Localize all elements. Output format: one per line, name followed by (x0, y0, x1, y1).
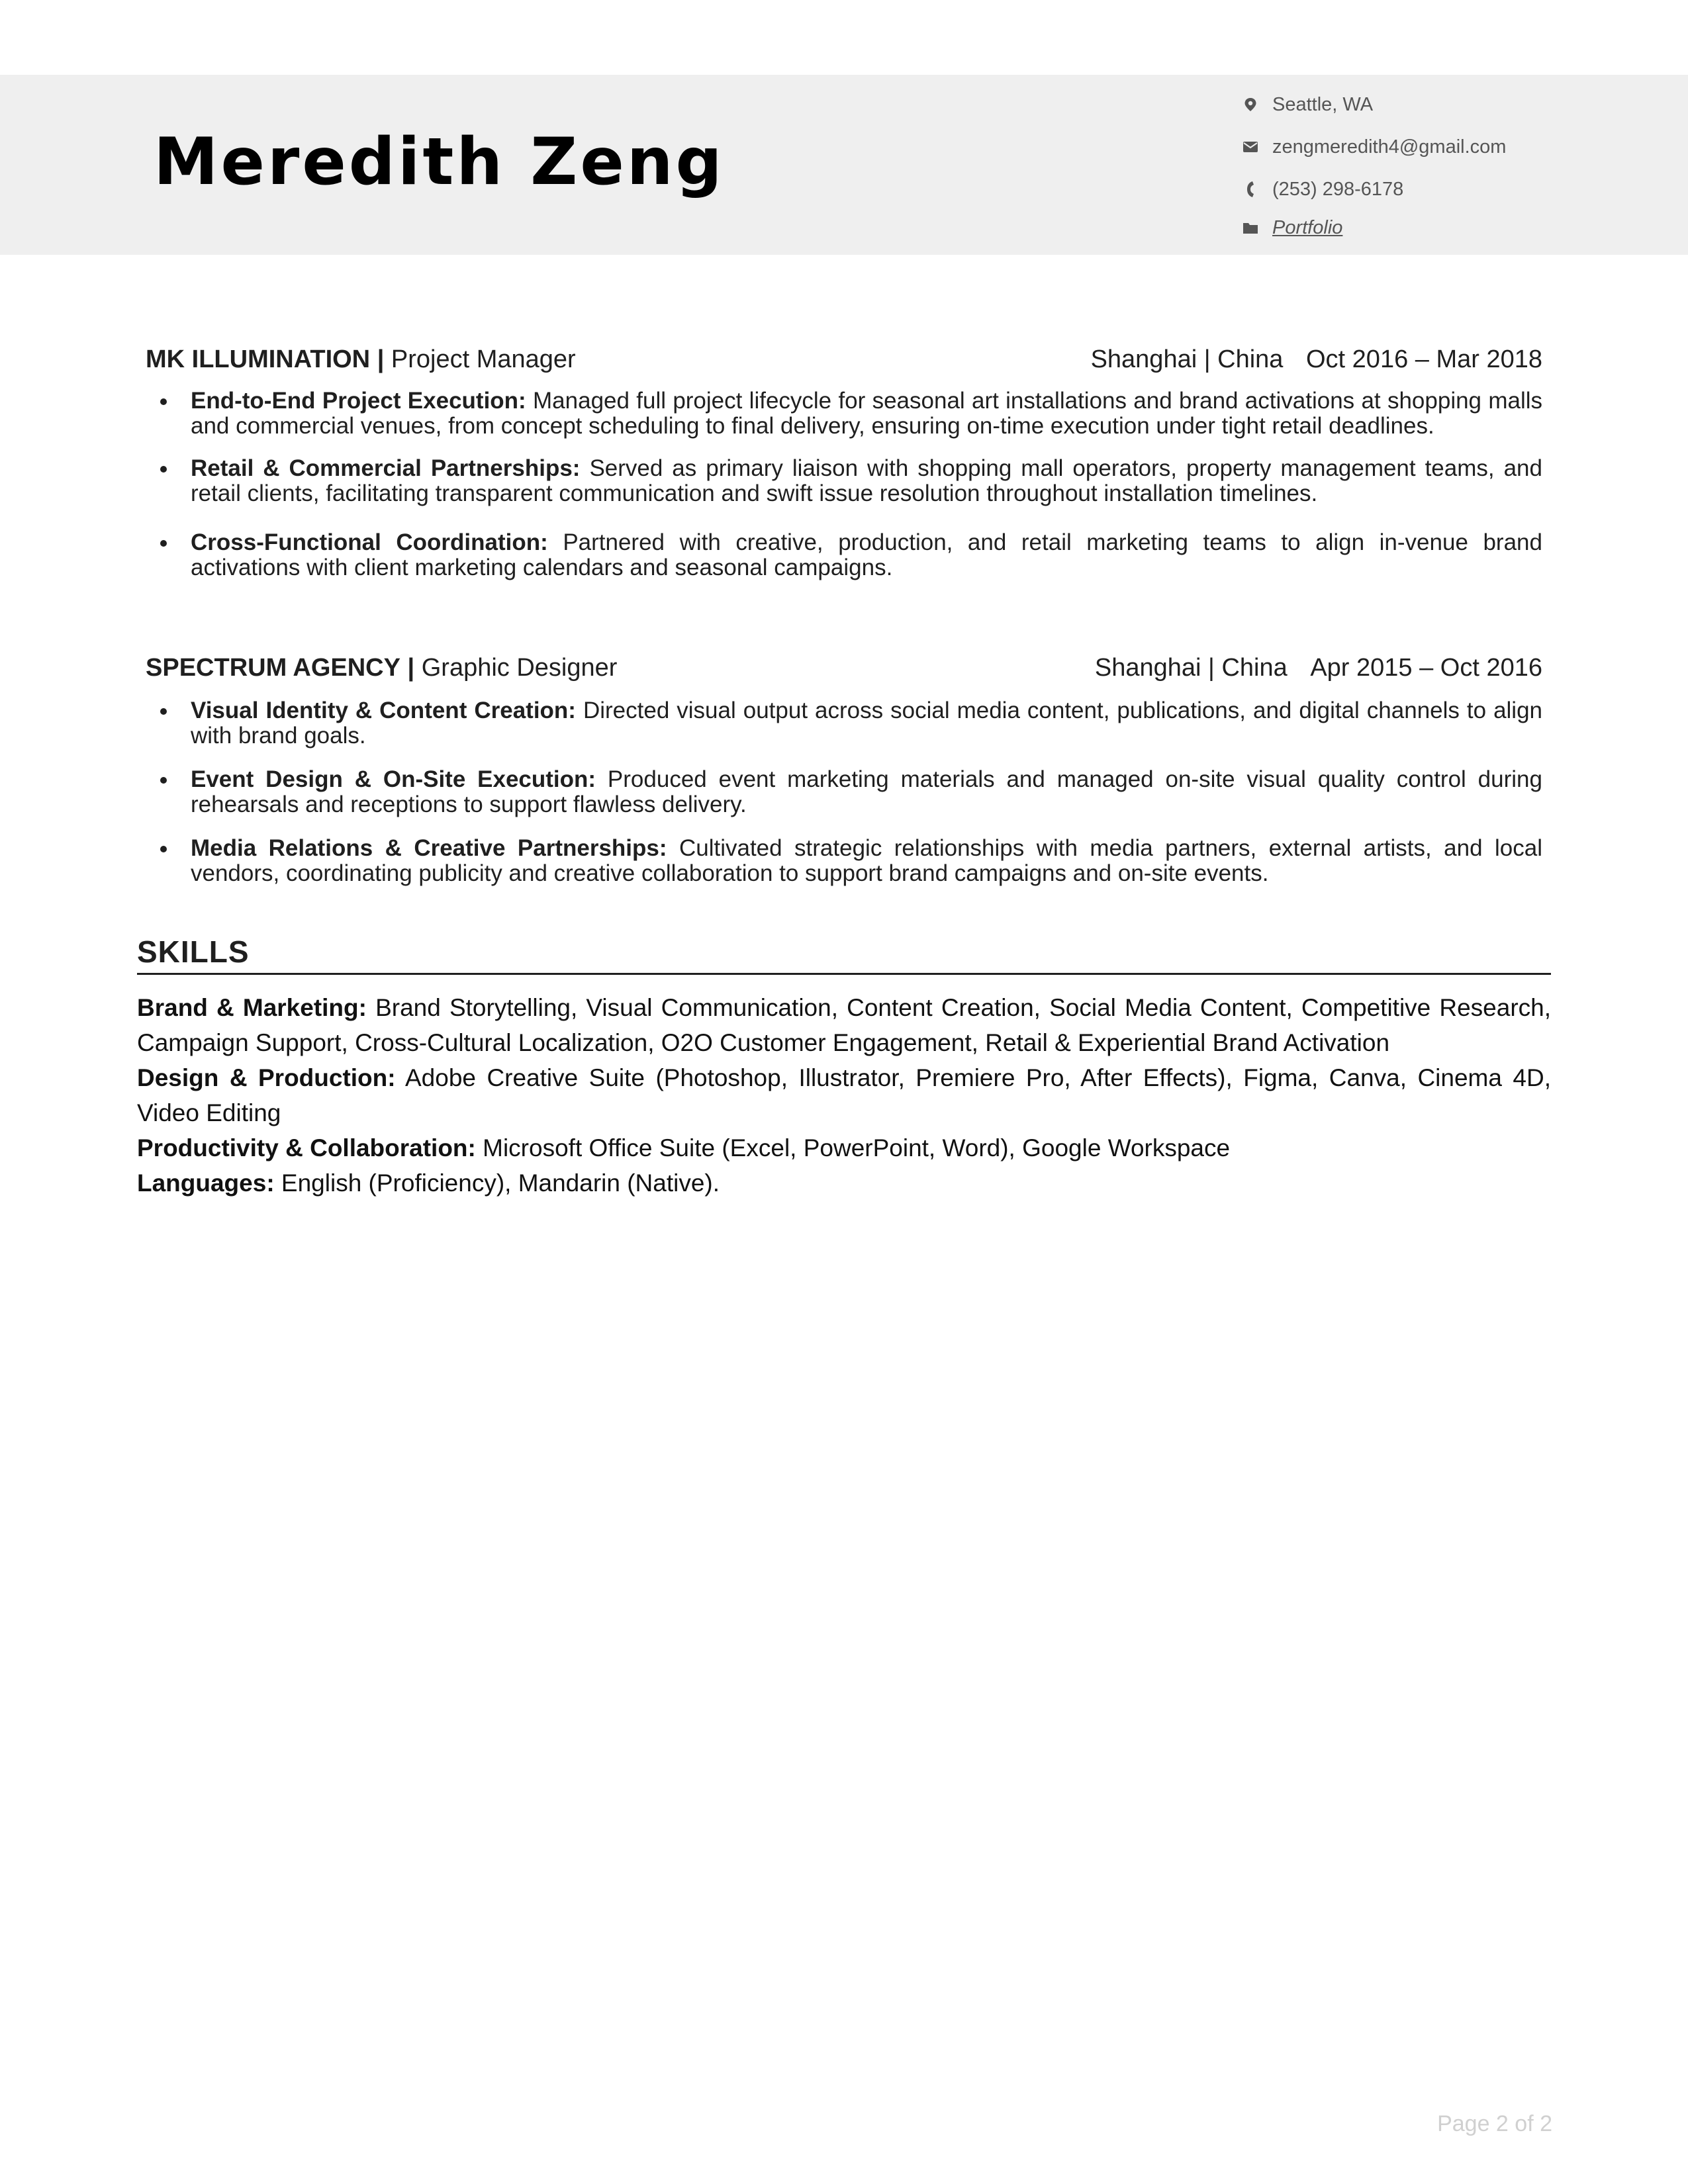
portfolio-link[interactable]: Portfolio (1272, 216, 1343, 238)
bullet-item (146, 530, 1542, 580)
contact-location (1243, 91, 1506, 118)
title-separator: | (377, 345, 385, 373)
bullet-dot (160, 777, 167, 784)
bullet-item (146, 698, 1542, 749)
skill-label: Design & Production: (137, 1064, 396, 1091)
folder-icon (1243, 220, 1258, 235)
job-mk-illumination (146, 345, 1542, 580)
job-right (1095, 654, 1542, 682)
contact-email-text[interactable]: zengmeredith4@gmail.com (1272, 136, 1507, 158)
bullet-text: Produced event marketing materials and managed on-site visual quality control during rehearsals and receptions to support flawless delivery. (191, 766, 1542, 817)
bullet-dot (160, 540, 167, 547)
job-dates: Apr 2015 – Oct 2016 (1310, 654, 1542, 682)
skill-design-production (137, 1060, 1551, 1130)
phone-icon (1243, 182, 1258, 197)
job-left (146, 654, 617, 682)
job-location: Shanghai | China (1090, 345, 1284, 373)
bullet-lead: Media Relations & Creative Partnerships: (191, 835, 667, 861)
bullet-item (146, 388, 1542, 439)
company-name: MK ILLUMINATION (146, 345, 371, 373)
company-name: SPECTRUM AGENCY (146, 654, 400, 682)
job-location: Shanghai | China (1094, 654, 1288, 682)
job-header (146, 345, 1542, 374)
bullet-dot (160, 398, 167, 405)
contact-phone (1243, 176, 1506, 203)
job-bullets (146, 388, 1542, 580)
bullet-lead: Cross-Functional Coordination: (191, 529, 548, 555)
contact-phone-text[interactable]: (253) 298-6178 (1272, 178, 1404, 200)
bullet-dot (160, 708, 167, 715)
bullet-dot (160, 466, 167, 473)
bullet-text: Directed visual output across social media content, publications, and digital channels to align with brand goals. (191, 698, 1543, 749)
job-right (1091, 345, 1542, 374)
skill-label: Languages: (137, 1169, 275, 1197)
bullet-text: Managed full project lifecycle for seasonal art installations and brand activations at shopping malls and commercial venues, from concept scheduling to final delivery, ensuring on-time execution under tight retail deadlines. (191, 388, 1542, 439)
skill-value: Brand Storytelling, Visual Communication, Content Creation, Social Media Content, Competitive Research, Campaign Support, Cross-Cultural Localization, O2O Customer Engagement, Retail & Experiential Brand Activation (137, 994, 1552, 1056)
skill-value: Microsoft Office Suite (Excel, PowerPoint, Word), Google Workspace (483, 1134, 1231, 1161)
skill-value: Adobe Creative Suite (Photoshop, Illustrator, Premiere Pro, After Effects), Figma, Canva, Cinema 4D, Video Editing (137, 1064, 1551, 1126)
bullet-lead: End-to-End Project Execution: (191, 388, 526, 414)
bullet-lead: Event Design & On-Site Execution: (191, 766, 596, 792)
contact-email (1243, 134, 1506, 160)
job-dates: Oct 2016 – Mar 2018 (1306, 345, 1542, 373)
job-title: Project Manager (391, 345, 576, 373)
bullet-lead: Retail & Commercial Partnerships: (191, 455, 581, 481)
bullet-text: Partnered with creative, production, and retail marketing teams to align in-venue brand activations with client marketing calendars and seasonal campaigns. (191, 529, 1542, 580)
skill-label: Brand & Marketing: (137, 994, 367, 1021)
skills-heading: SKILLS (137, 934, 1551, 975)
contact-list (1243, 91, 1506, 257)
skill-brand-marketing (137, 990, 1551, 1060)
job-bullets (146, 698, 1542, 886)
envelope-icon (1243, 140, 1258, 154)
job-spectrum-agency (146, 654, 1542, 886)
bullet-text: Served as primary liaison with shopping mall operators, property management teams, and retail clients, facilitating transparent communication and swift issue resolution throughout installation timelines. (191, 455, 1542, 506)
bullet-item (146, 836, 1542, 886)
job-header (146, 654, 1542, 682)
skills-section (137, 990, 1551, 1201)
bullet-text: Cultivated strategic relationships with media partners, external artists, and local vendors, coordinating publicity and creative collaboration to support brand campaigns and on-site events. (191, 835, 1542, 886)
skill-label: Productivity & Collaboration: (137, 1134, 476, 1161)
skill-languages (137, 1165, 1551, 1201)
page-number: Page 2 of 2 (1437, 2111, 1552, 2136)
skill-productivity (137, 1130, 1551, 1165)
job-left (146, 345, 576, 374)
bullet-lead: Visual Identity & Content Creation: (191, 698, 576, 723)
candidate-name: Meredith Zeng (154, 124, 725, 200)
bullet-item (146, 456, 1542, 506)
bullet-dot (160, 846, 167, 852)
contact-location-text: Seattle, WA (1272, 93, 1374, 115)
title-separator: | (407, 654, 415, 682)
skill-value: English (Proficiency), Mandarin (Native). (281, 1169, 720, 1197)
contact-portfolio (1243, 214, 1506, 241)
location-pin-icon (1243, 97, 1258, 112)
job-title: Graphic Designer (421, 654, 618, 682)
bullet-item (146, 767, 1542, 817)
